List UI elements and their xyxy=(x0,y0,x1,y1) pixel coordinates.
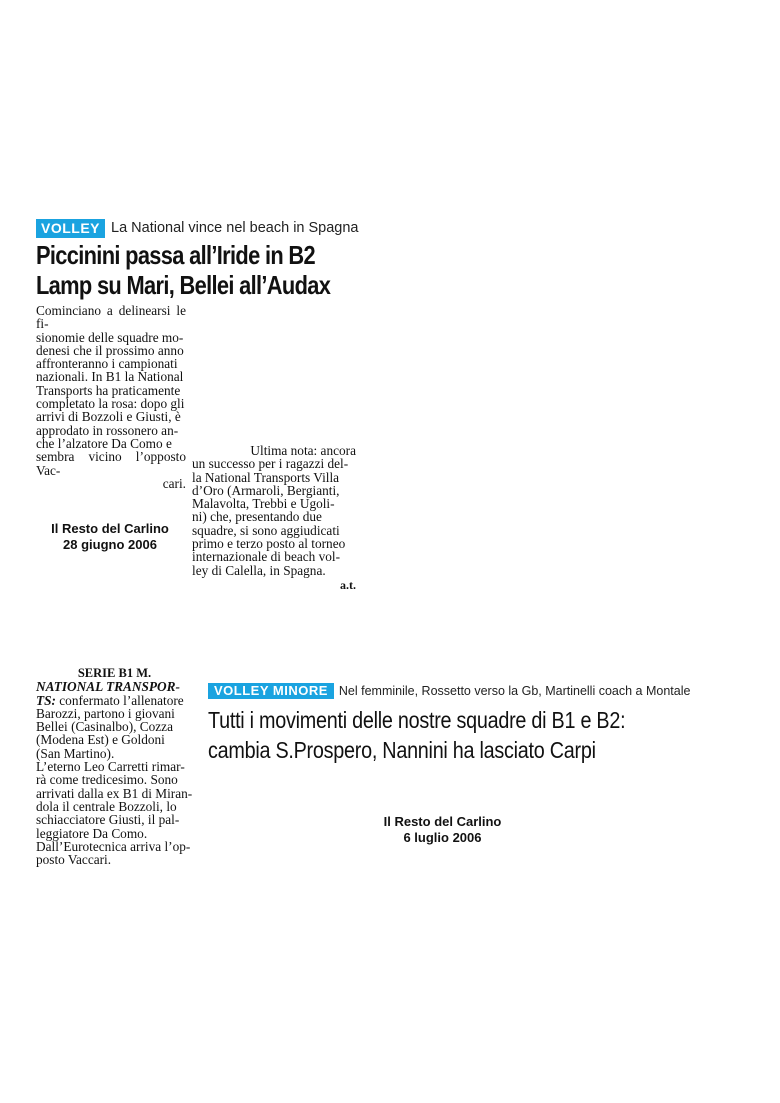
article-column-3 xyxy=(36,667,193,866)
section-tag: VOLLEY xyxy=(36,219,105,238)
text-line: arrivi di Bozzoli e Giusti, è xyxy=(36,409,181,425)
source-name: Il Resto del Carlino xyxy=(51,521,169,536)
headline xyxy=(208,705,625,765)
kicker-text: Nel femminile, Rossetto verso la Gb, Martinelli coach a Montale xyxy=(338,684,691,698)
text-line: ley di Calella, in Spagna. xyxy=(192,562,326,578)
text-line: denesi che il prossimo anno xyxy=(36,342,184,358)
text-line: dola il centrale Bozzoli, lo xyxy=(36,798,177,814)
text-line: leggiatore Da Como. xyxy=(36,825,148,841)
text-line: ni) che, presentando due xyxy=(192,509,322,525)
source-date: 28 giugno 2006 xyxy=(63,537,157,552)
lead-word: TS: xyxy=(36,692,56,708)
author-signature: a.t. xyxy=(340,577,356,592)
text-line: d’Oro (Armaroli, Bergianti, xyxy=(192,482,340,498)
source-date: 6 luglio 2006 xyxy=(403,830,482,845)
text-line: Dall’Eurotecnica arriva l’op- xyxy=(36,838,191,854)
text-line xyxy=(36,694,193,707)
source-caption xyxy=(30,521,190,553)
text-line: un successo per i ragazzi del- xyxy=(192,456,349,472)
text-line: internazionale di beach vol- xyxy=(192,549,341,565)
text-line: squadre, si sono aggiudicati xyxy=(192,522,340,538)
text-line: che l’alzatore Da Como e xyxy=(36,435,172,451)
text-line: sionomie delle squadre mo- xyxy=(36,329,184,345)
text-line: completato la rosa: dopo gli xyxy=(36,396,185,412)
section-tag: VOLLEY MINORE xyxy=(208,683,334,699)
lead-rest: confermato l’allenatore xyxy=(55,692,184,708)
source-name: Il Resto del Carlino xyxy=(383,814,502,829)
text-line: Cominciano a delinearsi le fi- xyxy=(36,303,186,332)
text-line: Ultima nota: ancora xyxy=(250,443,356,458)
text-line: schiacciatore Giusti, il pal- xyxy=(36,812,180,828)
text-line: Barozzi, partono i giovani xyxy=(36,705,175,721)
text-line: (San Martino). xyxy=(36,745,115,761)
text-line: sembra vicino l’opposto Vac- xyxy=(36,449,186,478)
headline xyxy=(36,240,331,300)
headline-line: Piccinini passa all’Iride in B2 xyxy=(36,240,315,270)
text-line: primo e terzo posto al torneo xyxy=(192,536,346,552)
headline-line: Tutti i movimenti delle nostre squadre di B1 e B2: xyxy=(208,707,626,733)
text-line: L’eterno Leo Carretti rimar- xyxy=(36,759,185,775)
text-line: (Modena Est) e Goldoni xyxy=(36,732,165,748)
source-caption xyxy=(365,814,520,846)
kicker-row xyxy=(208,681,690,701)
text-line: nazionali. In B1 la National xyxy=(36,369,184,385)
text-line: NATIONAL TRANSPOR- xyxy=(36,679,180,695)
text-line: rà come tredicesimo. Sono xyxy=(36,772,178,788)
text-line: la National Transports Villa xyxy=(192,469,340,485)
text-line: affronteranno i campionati xyxy=(36,356,178,372)
text-line: Transports ha praticamente xyxy=(36,382,181,398)
text-line: arrivati dalla ex B1 di Miran- xyxy=(36,785,193,801)
article-column-1 xyxy=(36,304,186,490)
column-heading: SERIE B1 M. xyxy=(77,666,152,680)
text-line: Malavolta, Trebbi e Ugoli- xyxy=(192,496,335,512)
article-column-2 xyxy=(192,444,356,592)
kicker-row xyxy=(36,218,359,238)
kicker-text: La National vince nel beach in Spagna xyxy=(111,220,359,236)
text-line: cari. xyxy=(162,475,186,491)
text-line: Bellei (Casinalbo), Cozza xyxy=(36,719,173,735)
text-line: approdato in rossonero an- xyxy=(36,422,179,438)
headline-line: Lamp su Mari, Bellei all’Audax xyxy=(36,270,331,300)
text-line: posto Vaccari. xyxy=(36,852,112,868)
headline-line: cambia S.Prospero, Nannini ha lasciato Carpi xyxy=(208,737,596,763)
